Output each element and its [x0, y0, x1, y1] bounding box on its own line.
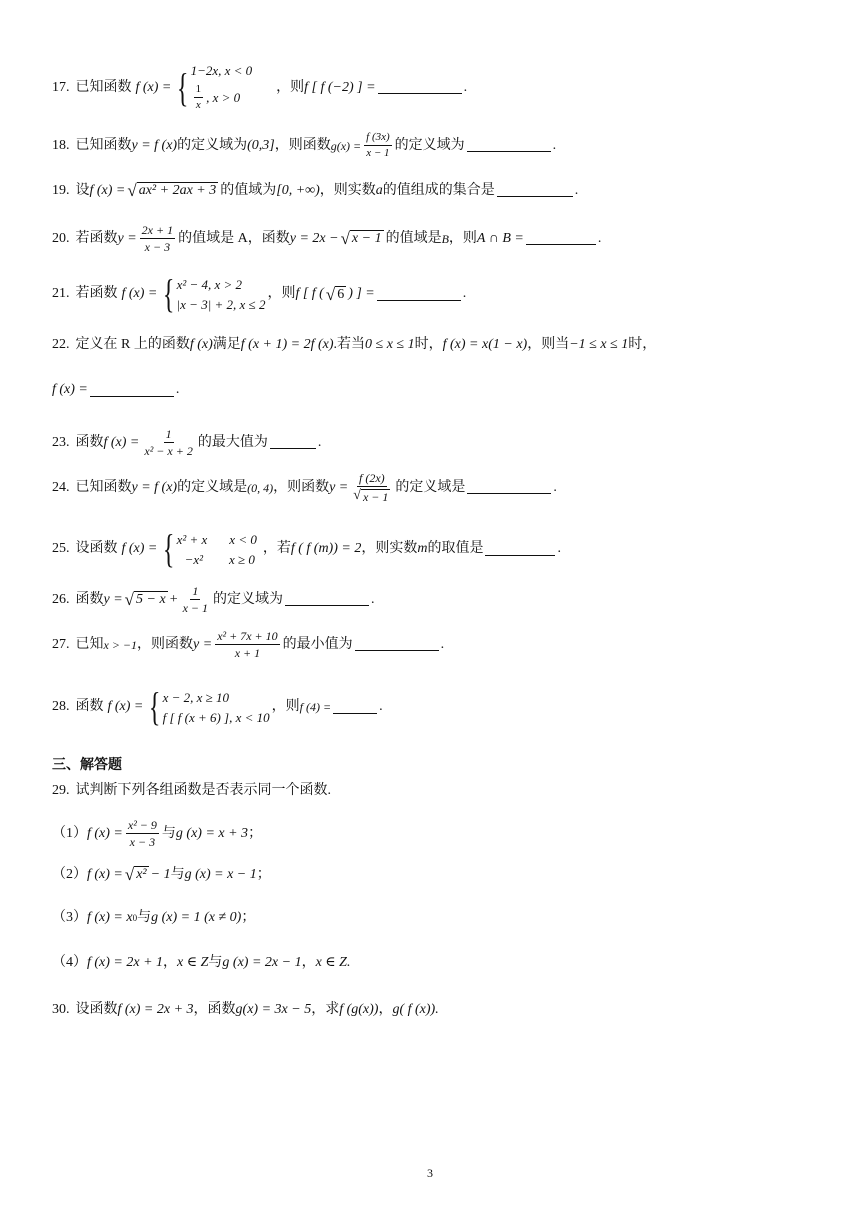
math-expr: m [417, 541, 428, 556]
text: 的定义域为 [177, 137, 248, 153]
sub-label: （3） [52, 910, 87, 925]
case-2-expr: −x² [184, 551, 204, 567]
text: 的值域为 [220, 182, 277, 198]
radicand: 6 [337, 286, 345, 302]
fraction-numerator: f (2x) [359, 471, 385, 485]
math-expr: g(x) = [330, 138, 362, 153]
math-expr: y = f (x) [131, 479, 178, 495]
text: 与 [208, 955, 223, 970]
fraction-numerator: x² − 9 [127, 818, 157, 832]
text: 函数 [75, 591, 104, 607]
question-number: 24. [52, 479, 70, 495]
math-expr: f (4) = [299, 700, 332, 714]
text: 的取值是 [427, 541, 484, 556]
text: 的定义域是 [177, 479, 248, 495]
math-expr: A ∩ B = [476, 230, 524, 246]
text: 时， [414, 337, 443, 352]
math-expr: f (x) = [121, 286, 158, 301]
question-29-part-2 [52, 866, 271, 883]
sub-label: （1） [52, 825, 87, 841]
question-number: 19. [52, 182, 70, 198]
square-root: √ 5 − x [124, 590, 166, 609]
math-expr: (0, 4) [247, 480, 274, 495]
text: ，则函数 [137, 636, 194, 652]
text: 函数 [75, 699, 104, 714]
case-2: |x − 3| + 2, x ≤ 2 [176, 296, 266, 312]
math-expr: f [ f ( [295, 286, 324, 301]
math-expr: x ∈ Z. [315, 955, 351, 970]
math-expr: − 1 [150, 866, 171, 882]
text: ，则 [271, 699, 300, 714]
math-expr: g (x) = x + 3 [175, 825, 249, 841]
text: 与 [137, 910, 152, 925]
fraction-numerator: f (3x) [364, 132, 392, 146]
radicand: x − 1 [351, 231, 382, 246]
text: 满足 [212, 337, 241, 352]
math-expr: y = f (x) [131, 137, 178, 153]
section-heading: 三、解答题 [52, 757, 122, 773]
math-expr: g (x) = 1 (x ≠ 0) [151, 910, 242, 925]
math-expr: ) ] = [348, 286, 375, 301]
fraction-numerator: 2x + 1 [141, 223, 174, 237]
text: 已知 [75, 636, 104, 652]
question-17: 17. 已知函数 f (x) = { 1−2x, x < 0 $\frac{1}{x}$ , x > 0 ，则 f [ f (−2) ] = . [52, 63, 468, 111]
math-expr: f (x) = 2x + 1 [87, 955, 164, 970]
text: ，则函数 [273, 479, 330, 495]
question-29-part-3 [52, 911, 255, 925]
piecewise-brace: { x² − 4, x > 2 |x − 3| + 2, x ≤ 2 [163, 271, 266, 316]
math-expr: y = 2x − [289, 230, 339, 246]
square-root: √ 6 [325, 284, 345, 304]
question-number: 27. [52, 636, 70, 652]
case-1: x² − 4, x > 2 [176, 276, 243, 292]
fraction-denominator: x² − x + 2 [144, 444, 193, 458]
text: 的最小值为 [282, 636, 353, 652]
answer-blank[interactable] [90, 384, 174, 397]
text: ， [301, 955, 316, 970]
math-expr: f (x) = [89, 182, 126, 198]
text: 的值域是 [385, 230, 442, 246]
question-22 [52, 338, 656, 352]
text: 的最大值为 [197, 434, 268, 450]
superscript: 0 [132, 912, 138, 923]
math-expr: f (g(x)) [339, 1002, 379, 1017]
text: ， [378, 1002, 393, 1017]
math-expr: y = [329, 479, 349, 495]
math-expr: f (x) = [52, 382, 88, 397]
math-expr: g( f (x)). [392, 1002, 439, 1017]
math-expr: g (x) = 2x − 1 [222, 955, 302, 970]
math-expr: (0,3] [247, 137, 275, 153]
case-2-numerator: 1 [194, 84, 204, 98]
case-1: 1−2x, x < 0 [190, 63, 253, 78]
answer-blank[interactable] [526, 232, 596, 245]
text: 的定义域为 [394, 137, 465, 153]
square-root: √ ax² + 2ax + 3 [127, 181, 217, 200]
question-number: 21. [52, 286, 70, 301]
text: ，求 [311, 1002, 340, 1017]
question-21: 21. 若函数 f (x) = { x² − 4, x > 2 |x − 3| + 2, x ≤ 2 ，则 f [ f ( √ 6 ) ] = . [52, 271, 467, 316]
question-18: 18. 已知函数 y = f (x) 的定义域为 (0,3] ，则函数 g(x) = $\frac{f (3x)}{x - 1}$ 的定义域为 . [52, 131, 557, 159]
question-number: 25. [52, 541, 70, 556]
math-expr: f (x) = 2x + 3 [117, 1002, 194, 1017]
question-22-continued: f (x) = . [52, 382, 180, 397]
page-number: 3 [427, 1166, 433, 1180]
answer-blank[interactable] [355, 638, 439, 651]
math-expr: −1 ≤ x ≤ 1 [569, 337, 629, 352]
text: ，则当 [527, 337, 570, 352]
text: 的值域是 A，函数 [178, 230, 290, 246]
question-number: 18. [52, 137, 70, 153]
answer-blank[interactable] [333, 701, 377, 714]
question-27: 27. 已知 x > −1 ，则函数 y = $\frac{\text{x² + 7x + 10}}{x + 1}$ 的最小值为 . [52, 629, 445, 660]
math-expr: y = [117, 230, 137, 246]
text: 若函数 [75, 286, 118, 301]
text: 试判断下列各组函数是否表示同一个函数. [75, 783, 331, 798]
answer-blank[interactable] [467, 481, 551, 494]
text: 与 [170, 866, 185, 882]
math-expr: x ∈ Z [177, 955, 209, 970]
text: 若函数 [75, 230, 118, 246]
question-26: 26. 函数 y = √ 5 − x + $\frac{1}{x - 1}$ 的定义域为 . [52, 584, 375, 615]
question-number: 20. [52, 230, 70, 246]
text: ，则 [267, 286, 296, 301]
question-number: 17. [52, 79, 70, 95]
fraction-numerator: 1 [192, 584, 199, 598]
sub-label: （4） [52, 955, 87, 970]
text: ， [163, 955, 178, 970]
math-expr: f [ f (−2) ] = [304, 79, 376, 95]
question-20: 20. 若函数 y = $\frac{2x + 1}{x - 3}$ 的值域是 A，函数 y = 2x − √ x − 1 的值域是 B ，则 A ∩ B = . [52, 223, 602, 254]
math-expr: f (x) = x [87, 910, 133, 925]
question-29-part-4 [52, 956, 350, 970]
text: 与 [161, 825, 176, 841]
question-30 [52, 1003, 439, 1017]
math-expr: f (x) = [121, 541, 158, 556]
question-number: 23. [52, 434, 70, 450]
question-number: 26. [52, 591, 70, 607]
math-expr: f (x) = [87, 825, 123, 841]
radicand: x − 1 [362, 490, 389, 504]
text: ； [248, 825, 263, 841]
text: 设函数 [75, 541, 118, 556]
question-number: 22. [52, 337, 70, 352]
text: 的定义域为 [213, 591, 284, 607]
text: ，则实数 [361, 541, 418, 556]
math-expr: 0 ≤ x ≤ 1 [365, 337, 415, 352]
question-number: 30. [52, 1002, 70, 1017]
text: ； [241, 910, 256, 925]
radicand: x² [136, 867, 147, 882]
case-2: f [ f (x + 6) ], x < 10 [162, 709, 270, 725]
math-expr: f ( f (m)) = 2 [290, 541, 362, 556]
fraction-numerator: 1 [165, 427, 172, 441]
math-expr: y = [103, 591, 123, 607]
text: 已知函数 [75, 137, 132, 153]
math-expr: f (x + 1) = 2f (x) [240, 337, 334, 352]
text: 已知函数 [75, 479, 132, 495]
math-expr: f (x) = x(1 − x) [442, 337, 528, 352]
math-expr: f (x) [189, 337, 213, 352]
math-expr: B [441, 231, 449, 246]
radicand: 5 − x [136, 592, 166, 607]
case-2-denominator: x [195, 99, 201, 111]
text: 定义在 R 上的函数 [75, 337, 190, 352]
text: ，若 [262, 541, 291, 556]
answer-blank[interactable] [378, 81, 462, 94]
text: 函数 [75, 434, 104, 450]
answer-blank[interactable] [270, 436, 316, 449]
case-2-condition: x ≥ 0 [229, 551, 255, 567]
piecewise-brace: { 1−2x, x < 0 $\frac{1}{x}$ , x > 0 [177, 63, 253, 111]
piecewise-brace: { x − 2, x ≥ 10 f [ f (x + 6) ], x < 10 [149, 684, 270, 729]
case-2-condition: , x > 0 [206, 90, 241, 105]
fraction-denominator: x − 1 [366, 147, 390, 159]
text: ，则实数 [319, 182, 376, 198]
math-expr: y = [193, 636, 213, 652]
math-expr: + [169, 591, 178, 607]
text: ，则函数 [274, 137, 331, 153]
text: 时， [628, 337, 657, 352]
square-root: √ x − 1 [340, 229, 382, 248]
fraction-numerator: x² + 7x + 10 [217, 629, 278, 643]
question-29-part-1 [52, 819, 262, 848]
math-expr: g (x) = x − 1 [184, 866, 257, 882]
question-24: 24. 已知函数 y = f (x) 的定义域是 (0, 4) ，则函数 y = f (2x) √ x − 1 的定义域是 . [52, 471, 557, 504]
case-1: x − 2, x ≥ 10 [162, 689, 230, 705]
question-28: 28. 函数 f (x) = { x − 2, x ≥ 10 f [ f (x + 6) ], x < 10 ，则 f (4) = . [52, 684, 383, 729]
question-29 [52, 784, 331, 798]
math-expr: f (x) = [107, 699, 144, 714]
case-1-expr: x² + x [176, 531, 208, 547]
text: 的值组成的集合是 [382, 182, 495, 198]
text: ； [256, 866, 271, 882]
text: ，函数 [193, 1002, 236, 1017]
fraction-denominator: x − 3 [144, 240, 171, 254]
text: ，则 [448, 230, 477, 246]
answer-blank[interactable] [497, 184, 573, 197]
question-25: 25. 设函数 f (x) = { x² + x x < 0 −x² x ≥ 0 ，若 f ( f (m)) = 2 ，则实数 m 的取值是 . [52, 526, 561, 571]
question-19: 19. 设 f (x) = √ ax² + 2ax + 3 的值域为 [0, +∞) ，则实数 a 的值组成的集合是 . [52, 181, 579, 200]
radicand: ax² + 2ax + 3 [138, 183, 217, 198]
text: 已知函数 [75, 79, 132, 95]
math-expr: x > −1 [103, 637, 138, 652]
answer-blank[interactable] [377, 288, 461, 301]
piecewise-brace: { x² + x x < 0 −x² x ≥ 0 [163, 526, 257, 571]
text: 设 [75, 182, 90, 198]
question-23: 23. 函数 f (x) = $\frac{1}{\text{x² − x + 2}}$ 的最大值为 . [52, 427, 322, 458]
math-expr: a [375, 182, 383, 198]
case-1-condition: x < 0 [229, 531, 257, 547]
fraction-denominator: x + 1 [234, 646, 261, 660]
math-expr: [0, +∞) [276, 182, 320, 198]
text: .若当 [333, 337, 366, 352]
question-number: 29. [52, 783, 70, 798]
answer-blank[interactable] [485, 543, 555, 556]
question-number: 28. [52, 699, 70, 714]
text: 设函数 [75, 1002, 118, 1017]
sub-label: （2） [52, 866, 87, 882]
fraction-denominator: x − 1 [182, 601, 209, 615]
text: ，则 [276, 79, 305, 95]
answer-blank[interactable] [467, 139, 551, 152]
math-expr: g(x) = 3x − 5 [235, 1002, 312, 1017]
square-root: √ x² [124, 865, 147, 884]
fraction-denominator: x − 3 [129, 835, 156, 849]
answer-blank[interactable] [285, 593, 369, 606]
math-expr: f (x) = [103, 434, 140, 450]
text: 的定义域是 [395, 479, 466, 495]
math-expr: f (x) = [87, 866, 123, 882]
